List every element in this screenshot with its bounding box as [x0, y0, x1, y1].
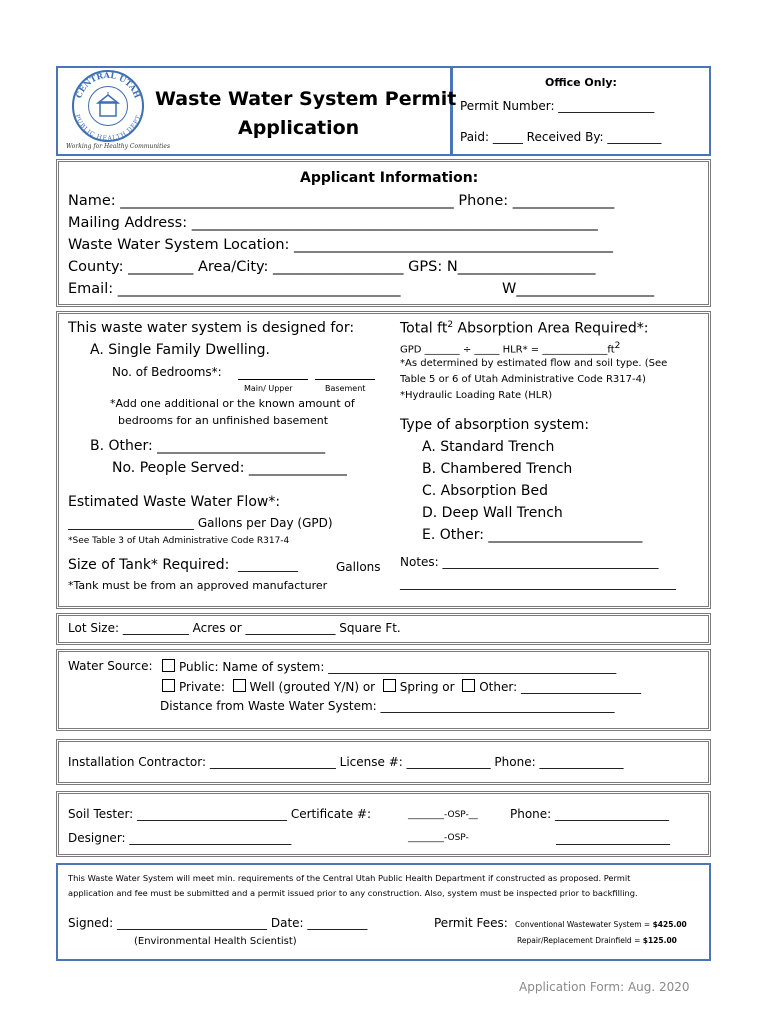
absorption-type-label: Type of absorption system: [400, 417, 590, 433]
public-system-field[interactable]: Public: Name of system: ________________________________________________ [179, 660, 617, 674]
fee-conventional: Conventional Wastewater System = $425.00 [515, 920, 687, 929]
logo-ring-text [68, 66, 148, 146]
bedrooms-main-line[interactable] [238, 379, 308, 380]
other-source-field[interactable]: Other: ____________________ [479, 680, 641, 694]
type-other-field[interactable]: E. Other: ______________________ [422, 527, 643, 543]
notes-field-line2[interactable]: ______________________________________________ [400, 576, 676, 590]
public-system-row [162, 659, 616, 674]
applicant-info-heading: Applicant Information: [300, 170, 479, 186]
soil-tester-field[interactable]: Soil Tester: _________________________ Certificate #: [68, 807, 372, 821]
logo-org-top: CENTRAL UTAH [73, 69, 143, 100]
basement-label: Basement [325, 384, 366, 393]
soil-tester-box [56, 791, 711, 857]
notes-field[interactable]: Notes: ____________________________________ [400, 555, 659, 569]
designer-certificate-field[interactable]: ________-OSP- [408, 833, 469, 843]
bedroom-note-2: bedrooms for an unfinished basement [118, 414, 329, 427]
flow-label: Estimated Waste Water Flow*: [68, 494, 281, 510]
private-row [162, 679, 641, 694]
option-single-family[interactable]: A. Single Family Dwelling. [90, 342, 270, 358]
signed-date-field[interactable]: Signed: _________________________ Date: __________ [68, 916, 368, 930]
designer-phone-field[interactable]: ___________________ [556, 831, 670, 845]
ehs-label: (Environmental Health Scientist) [134, 936, 297, 947]
gps-w-field[interactable]: W___________________ [502, 281, 655, 297]
distance-field[interactable]: Distance from Waste Water System: _______________________________________ [160, 699, 615, 713]
permit-number-field[interactable]: Permit Number: ________________ [460, 99, 655, 113]
absorption-note-3: *Hydraulic Loading Rate (HLR) [400, 390, 553, 401]
county-city-gps-field[interactable]: County: _________ Area/City: __________________ GPS: N___________________ [68, 259, 596, 275]
absorption-note-2: Table 5 or 6 of Utah Administrative Code R317-4) [400, 374, 646, 385]
contractor-field[interactable]: Installation Contractor: _____________________ License #: ______________ Phone: ______________ [68, 755, 624, 769]
option-other-field[interactable]: B. Other: ________________________ [90, 438, 326, 454]
well-checkbox[interactable] [233, 679, 246, 692]
mailing-address-field[interactable]: Mailing Address: ________________________________________________________ [68, 215, 598, 231]
bedroom-note-1: *Add one additional or the known amount of [110, 397, 355, 410]
system-location-field[interactable]: Waste Water System Location: ____________________________________________ [68, 237, 614, 253]
logo-org-bottom: PUBLIC HEALTH DEPT. [73, 113, 143, 143]
fee-repair: Repair/Replacement Drainfield = $125.00 [517, 936, 677, 945]
lot-size-field[interactable]: Lot Size: ___________ Acres or _______________ Square Ft. [68, 621, 401, 635]
tank-note: *Tank must be from an approved manufacturer [68, 579, 328, 592]
soil-certificate-field[interactable]: ________-OSP-__ [408, 810, 478, 820]
tank-unit-label: Gallons [336, 560, 381, 574]
name-phone-field[interactable]: Name: ______________________________________________ Phone: ______________ [68, 193, 615, 209]
spring-checkbox[interactable] [383, 679, 396, 692]
type-chambered-trench[interactable]: B. Chambered Trench [422, 461, 573, 477]
type-absorption-bed[interactable]: C. Absorption Bed [422, 483, 549, 499]
well-label: Well (grouted Y/N) or [249, 680, 376, 694]
statement-line-2: application and fee must be submitted and a permit issued prior to any construction. Also, system must be inspected prior to backfilling. [68, 888, 638, 898]
main-upper-label: Main/ Upper [244, 384, 293, 393]
type-standard-trench[interactable]: A. Standard Trench [422, 439, 555, 455]
designer-field[interactable]: Designer: ___________________________ [68, 831, 292, 845]
absorption-note-1: *As determined by estimated flow and soil type. (See [400, 358, 668, 369]
tank-size-label: Size of Tank* Required: [68, 557, 230, 573]
tank-size-field[interactable]: __________ [238, 558, 298, 572]
other-checkbox[interactable] [462, 679, 475, 692]
gpd-hlr-formula-field[interactable]: GPD _______ ÷ _____ HLR* = _____________ft2 [400, 341, 621, 356]
svg-text:CENTRAL UTAH [73, 70, 143, 100]
designed-for-label: This waste water system is designed for: [68, 320, 355, 336]
statement-line-1: This Waste Water System will meet min. requirements of the Central Utah Public Health Department if constructed as proposed. Permit [68, 873, 631, 883]
form-title-line1: Waste Water System Permit [155, 88, 457, 110]
flow-gpd-field[interactable]: _____________________ Gallons per Day (GPD) [68, 516, 333, 530]
flow-note: *See Table 3 of Utah Administrative Code R317-4 [68, 536, 290, 546]
email-field[interactable]: Email: _______________________________________ [68, 281, 401, 297]
logo-tagline: Working for Healthy Communities [66, 143, 171, 150]
water-source-label: Water Source: [68, 659, 153, 673]
absorption-area-label: Total $ft^2$ Absorption Area Required*: [400, 320, 649, 337]
people-served-field[interactable]: No. People Served: ______________ [112, 460, 347, 476]
form-date-label: Application Form: Aug. 2020 [519, 980, 690, 994]
bedrooms-label: No. of Bedrooms*: [112, 365, 222, 379]
bedrooms-basement-line[interactable] [315, 379, 375, 380]
spring-label: Spring or [399, 680, 455, 694]
soil-phone-field[interactable]: Phone: ___________________ [510, 807, 670, 821]
private-checkbox[interactable] [162, 679, 175, 692]
private-label: Private: [179, 680, 225, 694]
permit-fees-label: Permit Fees: [434, 916, 508, 930]
office-only-label: Office Only: [545, 76, 617, 89]
svg-text:PUBLIC HEALTH DEPT. [73, 113, 142, 142]
public-checkbox[interactable] [162, 659, 175, 672]
paid-received-field[interactable]: Paid: _____ Received By: _________ [460, 130, 662, 144]
type-deep-wall-trench[interactable]: D. Deep Wall Trench [422, 505, 563, 521]
form-title-line2: Application [238, 117, 360, 139]
